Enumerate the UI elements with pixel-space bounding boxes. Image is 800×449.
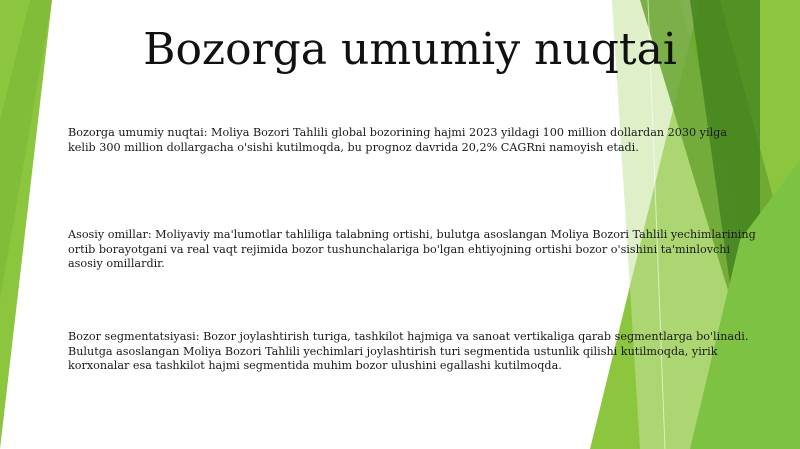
paragraph-key-drivers: Asosiy omillar: Moliyaviy ma'lumotlar tahliliga talabning ortishi, bulutga asoslangan Moliya Bozori Tahlili yechimlarining ortib borayotgani va real vaqt rejimida bozor tushunchalariga bo'lgan ehtiyojning ortishi bozor o'sishini ta'minlovchi asosiy omillardir. [68,228,756,271]
paragraph-market-overview: Bozorga umumiy nuqtai: Moliya Bozori Tahlili global bozorining hajmi 2023 yildagi 100 million dollardan 2030 yilga kelib 300 million dollargacha o'sishi kutilmoqda, bu prognoz davrida 20,2% CAGRni namoyish etadi. [68,126,727,154]
slide-title: Bozorga umumiy nuqtai [143,24,677,75]
paragraph-market-segmentation: Bozor segmentatsiyasi: Bozor joylashtirish turiga, tashkilot hajmiga va sanoat vertikaliga qarab segmentlarga bo'linadi. Bulutga asoslangan Moliya Bozori Tahlili yechimlari joylashtirish turi segmentida ustunlik qilishi kutilmoqda, yirik korxonalar esa tashkilot hajmi segmentida muhim bozor ulushini egallashi kutilmoqda. [68,330,749,373]
